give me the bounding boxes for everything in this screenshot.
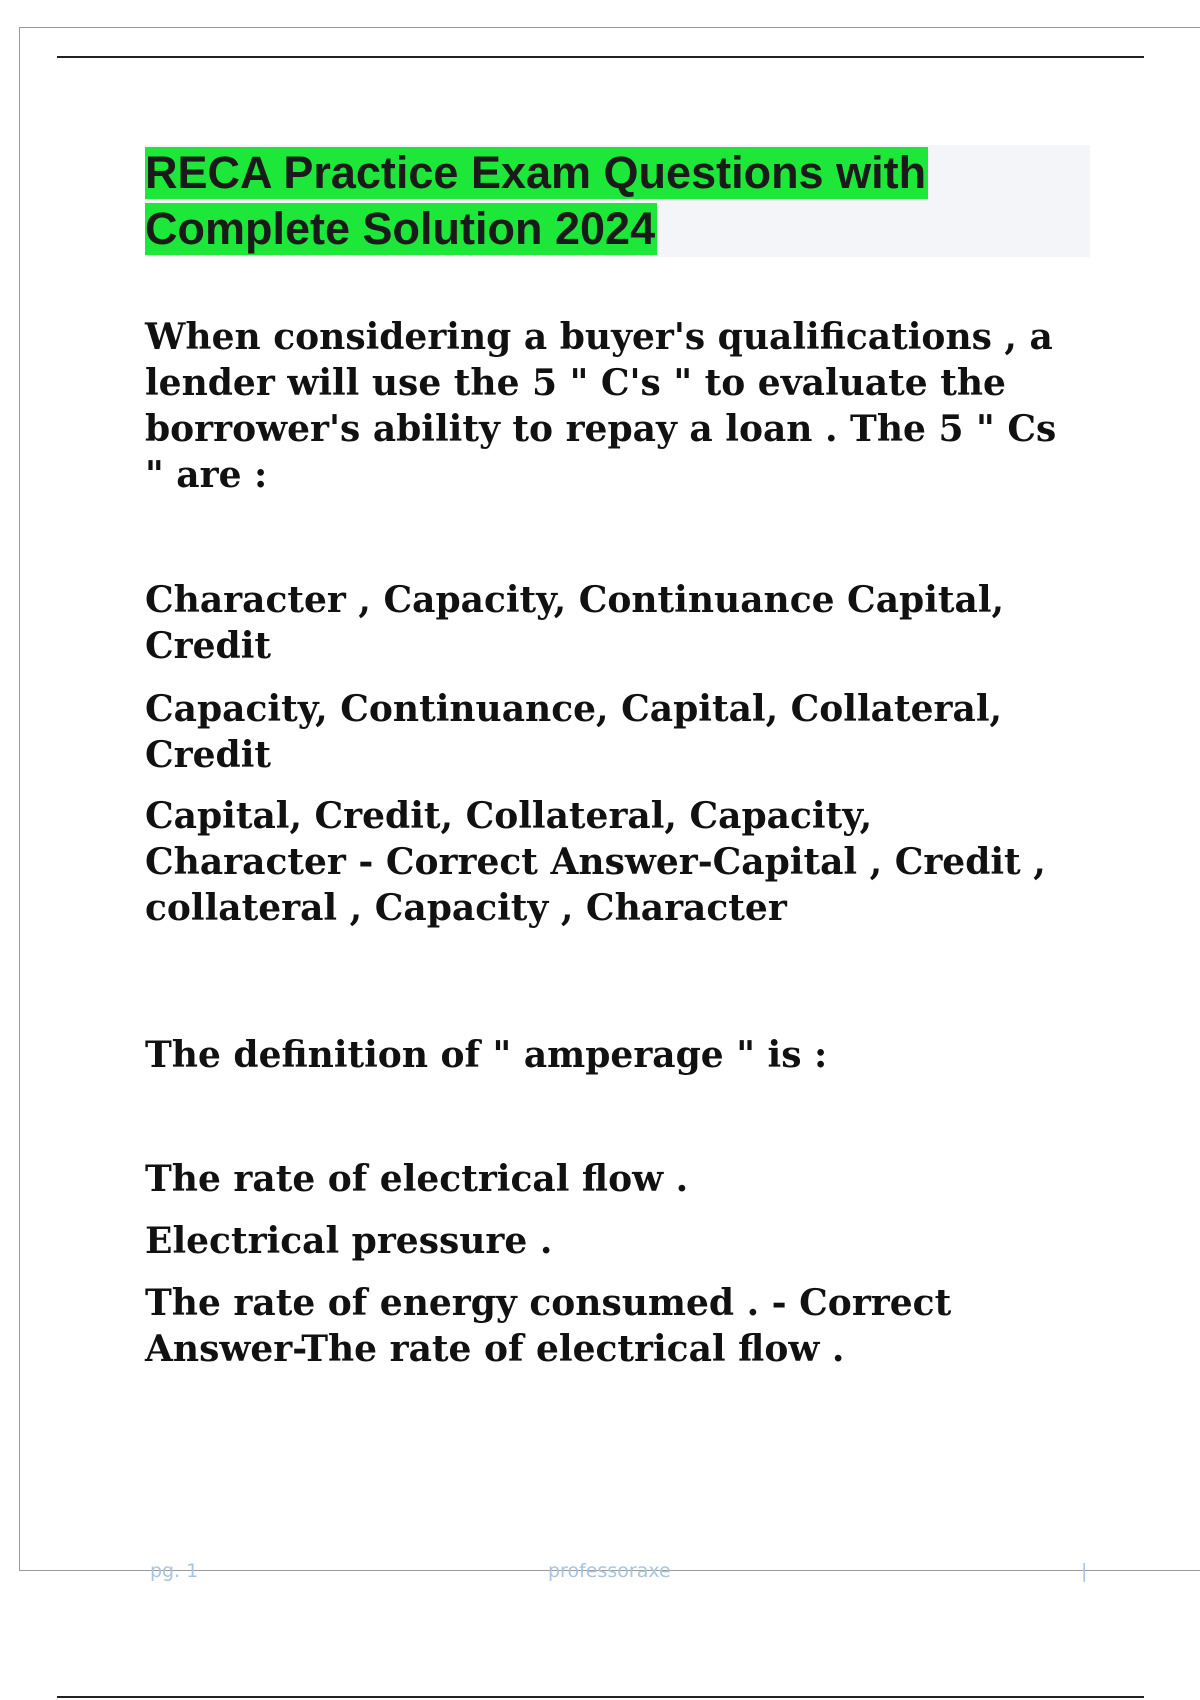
footer-rule bbox=[57, 1696, 1144, 1698]
question-1-option-3: Capital, Credit, Collateral, Capacity, Character - Correct Answer-Capital , Credit , collateral , Capacity , Character bbox=[145, 795, 1046, 929]
title-block bbox=[145, 145, 1090, 257]
header-rule bbox=[57, 56, 1144, 58]
footer-brand: professoraxe bbox=[548, 1560, 671, 1582]
question-2-option-1: The rate of electrical flow . bbox=[145, 1158, 689, 1200]
question-1-option-2: Capacity, Continuance, Capital, Collateral, Credit bbox=[145, 688, 1003, 776]
title-line-2: Complete Solution 2024 bbox=[145, 203, 656, 254]
question-1-option-1: Character , Capacity, Continuance Capital, Credit bbox=[145, 579, 1005, 667]
question-2-prompt: The definition of " amperage " is : bbox=[145, 1034, 828, 1076]
footer-page-number: pg. 1 bbox=[150, 1560, 199, 1582]
document-title bbox=[145, 145, 1090, 257]
question-1-prompt: When considering a buyer's qualifications , a lender will use the 5 " C's " to evaluate the borrower's ability to repay a loan . The 5 " Cs " are : bbox=[145, 316, 1057, 496]
title-line-1: RECA Practice Exam Questions with bbox=[145, 147, 927, 198]
question-2-option-3: The rate of energy consumed . - Correct Answer-The rate of electrical flow . bbox=[145, 1282, 952, 1370]
question-2-option-2: Electrical pressure . bbox=[145, 1220, 553, 1262]
footer-separator: | bbox=[1081, 1560, 1088, 1582]
